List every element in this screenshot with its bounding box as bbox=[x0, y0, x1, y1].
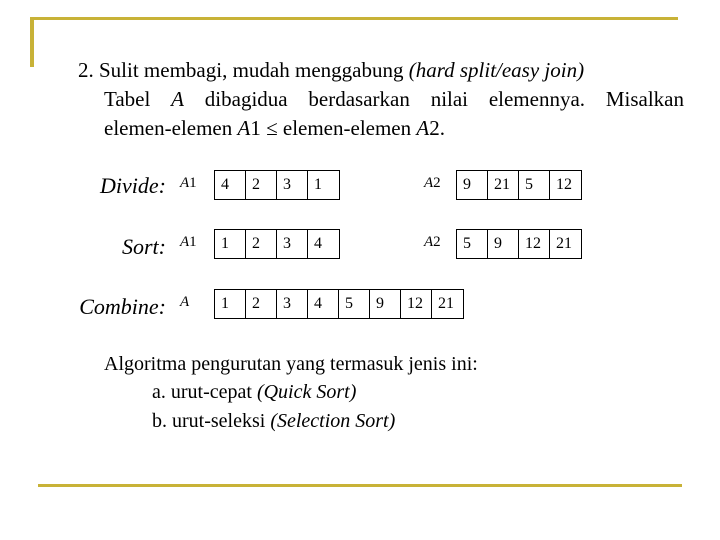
sort-a1-name: A1 bbox=[180, 234, 197, 250]
array-cell: 4 bbox=[314, 235, 322, 252]
desc-var: A bbox=[416, 116, 430, 140]
array-cell: 1 bbox=[215, 290, 246, 318]
array-cell: 9 bbox=[370, 290, 401, 318]
sort-label: Sort: bbox=[122, 234, 166, 259]
algorithm-english: (Selection Sort) bbox=[270, 410, 396, 432]
array-cell: 3 bbox=[277, 290, 308, 318]
array-cell: 2 bbox=[246, 290, 277, 318]
array-cell: 12 bbox=[519, 230, 550, 258]
description-line-1 bbox=[104, 87, 684, 111]
array-cell: 4 bbox=[308, 290, 339, 318]
algorithm-english: (Quick Sort) bbox=[256, 381, 357, 403]
desc-sub: 1 bbox=[250, 116, 261, 140]
desc-word: dibagidua bbox=[204, 87, 288, 111]
heading-italic: (hard split/easy join) bbox=[408, 58, 585, 82]
divide-a2-name: A2 bbox=[424, 175, 441, 191]
array-cell: 5 bbox=[339, 290, 370, 318]
desc-word: Tabel bbox=[104, 87, 151, 111]
array-cell: 2 bbox=[246, 171, 277, 199]
desc-operator: ≤ bbox=[266, 116, 278, 140]
divide-a2-array bbox=[456, 170, 582, 200]
heading-number: 2. bbox=[78, 58, 94, 82]
array-cell: 21 bbox=[556, 235, 572, 252]
array-cell: 2 bbox=[246, 230, 277, 258]
desc-sub: 2. bbox=[429, 116, 445, 140]
description-line-2 bbox=[104, 116, 445, 140]
desc-word: elemennya. bbox=[488, 87, 586, 111]
desc-word-var: A bbox=[171, 87, 184, 111]
sort-a2-array bbox=[456, 229, 582, 259]
array-cell: 3 bbox=[277, 230, 308, 258]
array-cell: 12 bbox=[556, 176, 572, 193]
algorithms-intro: Algoritma pengurutan yang termasuk jenis ini: bbox=[104, 353, 478, 375]
algorithm-item bbox=[152, 409, 395, 433]
desc-text: elemen-elemen bbox=[104, 116, 233, 140]
desc-word: nilai bbox=[430, 87, 469, 111]
heading bbox=[78, 58, 584, 82]
array-cell: 1 bbox=[314, 176, 322, 193]
desc-word: berdasarkan bbox=[308, 87, 410, 111]
array-cell: 12 bbox=[401, 290, 432, 318]
array-cell: 5 bbox=[519, 171, 550, 199]
algorithm-name: b. urut-seleksi bbox=[152, 410, 266, 432]
desc-text: elemen-elemen bbox=[282, 116, 412, 140]
combine-label: Combine: bbox=[79, 294, 166, 319]
array-cell: 3 bbox=[277, 171, 308, 199]
divide-a1-name: A1 bbox=[180, 175, 197, 191]
heading-text: Sulit membagi, mudah menggabung bbox=[99, 58, 404, 82]
algorithm-item bbox=[152, 380, 356, 404]
sort-a1-array bbox=[214, 229, 340, 259]
array-cell: 5 bbox=[457, 230, 488, 258]
array-cell: 9 bbox=[457, 171, 488, 199]
frame-top-border bbox=[30, 17, 678, 20]
combine-a-name: A bbox=[180, 294, 190, 310]
frame-left-border bbox=[30, 17, 34, 67]
divide-a1-array bbox=[214, 170, 340, 200]
algorithm-name: a. urut-cepat bbox=[152, 381, 252, 403]
desc-var: A bbox=[237, 116, 251, 140]
array-cell: 9 bbox=[488, 230, 519, 258]
desc-word: Misalkan bbox=[605, 87, 684, 111]
sort-a2-name: A2 bbox=[424, 234, 441, 250]
combine-array bbox=[214, 289, 464, 319]
divide-label: Divide: bbox=[100, 173, 166, 198]
frame-bottom-border bbox=[38, 484, 682, 487]
array-cell: 1 bbox=[215, 230, 246, 258]
array-cell: 21 bbox=[438, 295, 454, 312]
array-cell: 4 bbox=[215, 171, 246, 199]
array-cell: 21 bbox=[488, 171, 519, 199]
